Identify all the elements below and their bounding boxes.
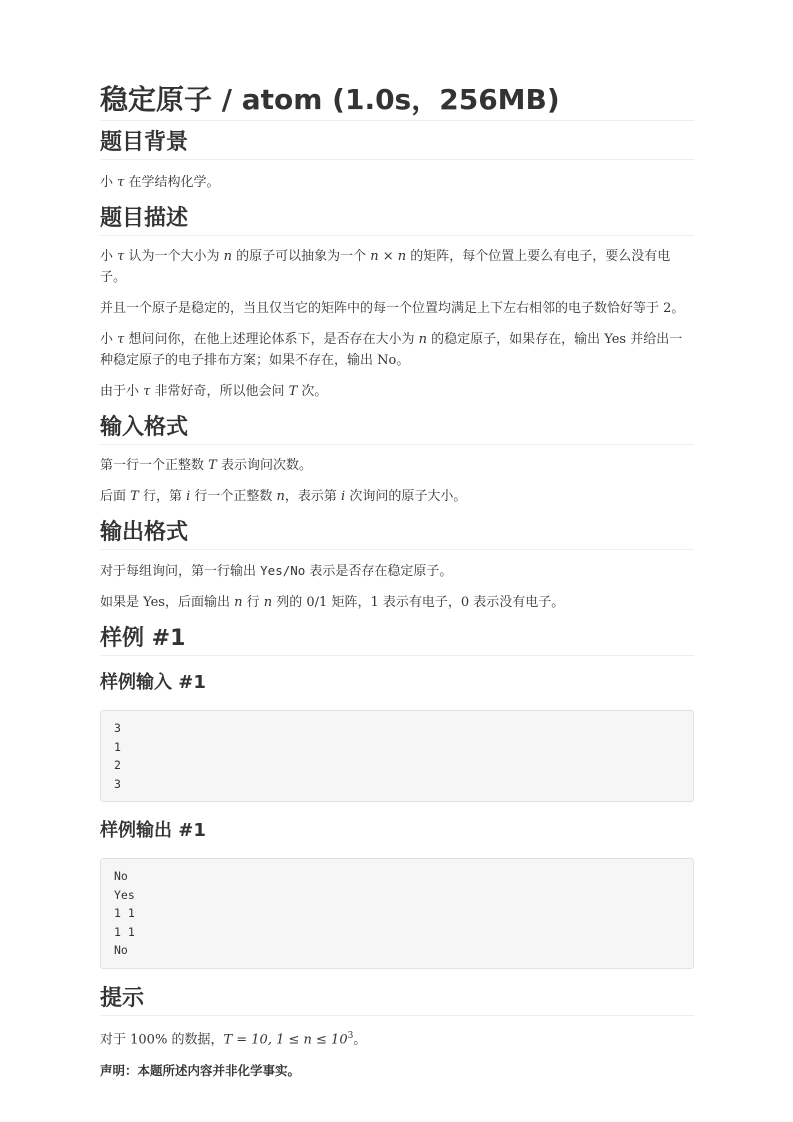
background-text: 小 τ 在学结构化学。 bbox=[100, 175, 220, 190]
description-paragraph-1: 小 τ 认为一个大小为 n 的原子可以抽象为一个 n × n 的矩阵，每个位置上要么有电子，要么没有电子。 bbox=[100, 249, 671, 285]
sample-output-heading: 样例输出 #1 bbox=[100, 820, 206, 841]
hint-heading: 提示 bbox=[100, 983, 694, 1016]
sample-input-code: 3 1 2 3 bbox=[100, 710, 694, 802]
problem-page bbox=[100, 80, 694, 1081]
sample-output-code: No Yes 1 1 1 1 No bbox=[100, 858, 694, 969]
description-paragraph-2: 并且一个原子是稳定的，当且仅当它的矩阵中的每一个位置均满足上下左右相邻的电子数恰好等于 2。 bbox=[100, 301, 685, 316]
background-heading: 题目背景 bbox=[100, 127, 694, 160]
output-format-heading: 输出格式 bbox=[100, 517, 694, 550]
description-paragraph-3: 小 τ 想问问你，在他上述理论体系下，是否存在大小为 n 的稳定原子，如果存在，输出 Yes 并给出一种稳定原子的电子排布方案；如果不存在，输出 No。 bbox=[100, 332, 683, 368]
page-title: 稳定原子 / atom (1.0s，256MB) bbox=[100, 80, 694, 121]
sample-heading: 样例 #1 bbox=[100, 623, 694, 656]
input-format-paragraph-1: 第一行一个正整数 T 表示询问次数。 bbox=[100, 458, 312, 473]
description-heading: 题目描述 bbox=[100, 203, 694, 236]
description-paragraph-4: 由于小 τ 非常好奇，所以他会问 T 次。 bbox=[100, 384, 328, 399]
input-format-heading: 输入格式 bbox=[100, 412, 694, 445]
output-format-paragraph-1: 对于每组询问，第一行输出 Yes/No 表示是否存在稳定原子。 bbox=[100, 563, 453, 579]
sample-input-heading: 样例输入 #1 bbox=[100, 672, 206, 693]
input-format-paragraph-2: 后面 T 行，第 i 行一个正整数 n，表示第 i 次询问的原子大小。 bbox=[100, 489, 467, 504]
output-format-paragraph-2: 如果是 Yes，后面输出 n 行 n 列的 0/1 矩阵，1 表示有电子，0 表示没有电子。 bbox=[100, 595, 565, 610]
hint-paragraph: 对于 100% 的数据，T = 10, $1 \le n \le 10^3$。 bbox=[100, 1030, 367, 1047]
statement-text: 声明：本题所述内容并非化学事实。 bbox=[100, 1062, 301, 1078]
